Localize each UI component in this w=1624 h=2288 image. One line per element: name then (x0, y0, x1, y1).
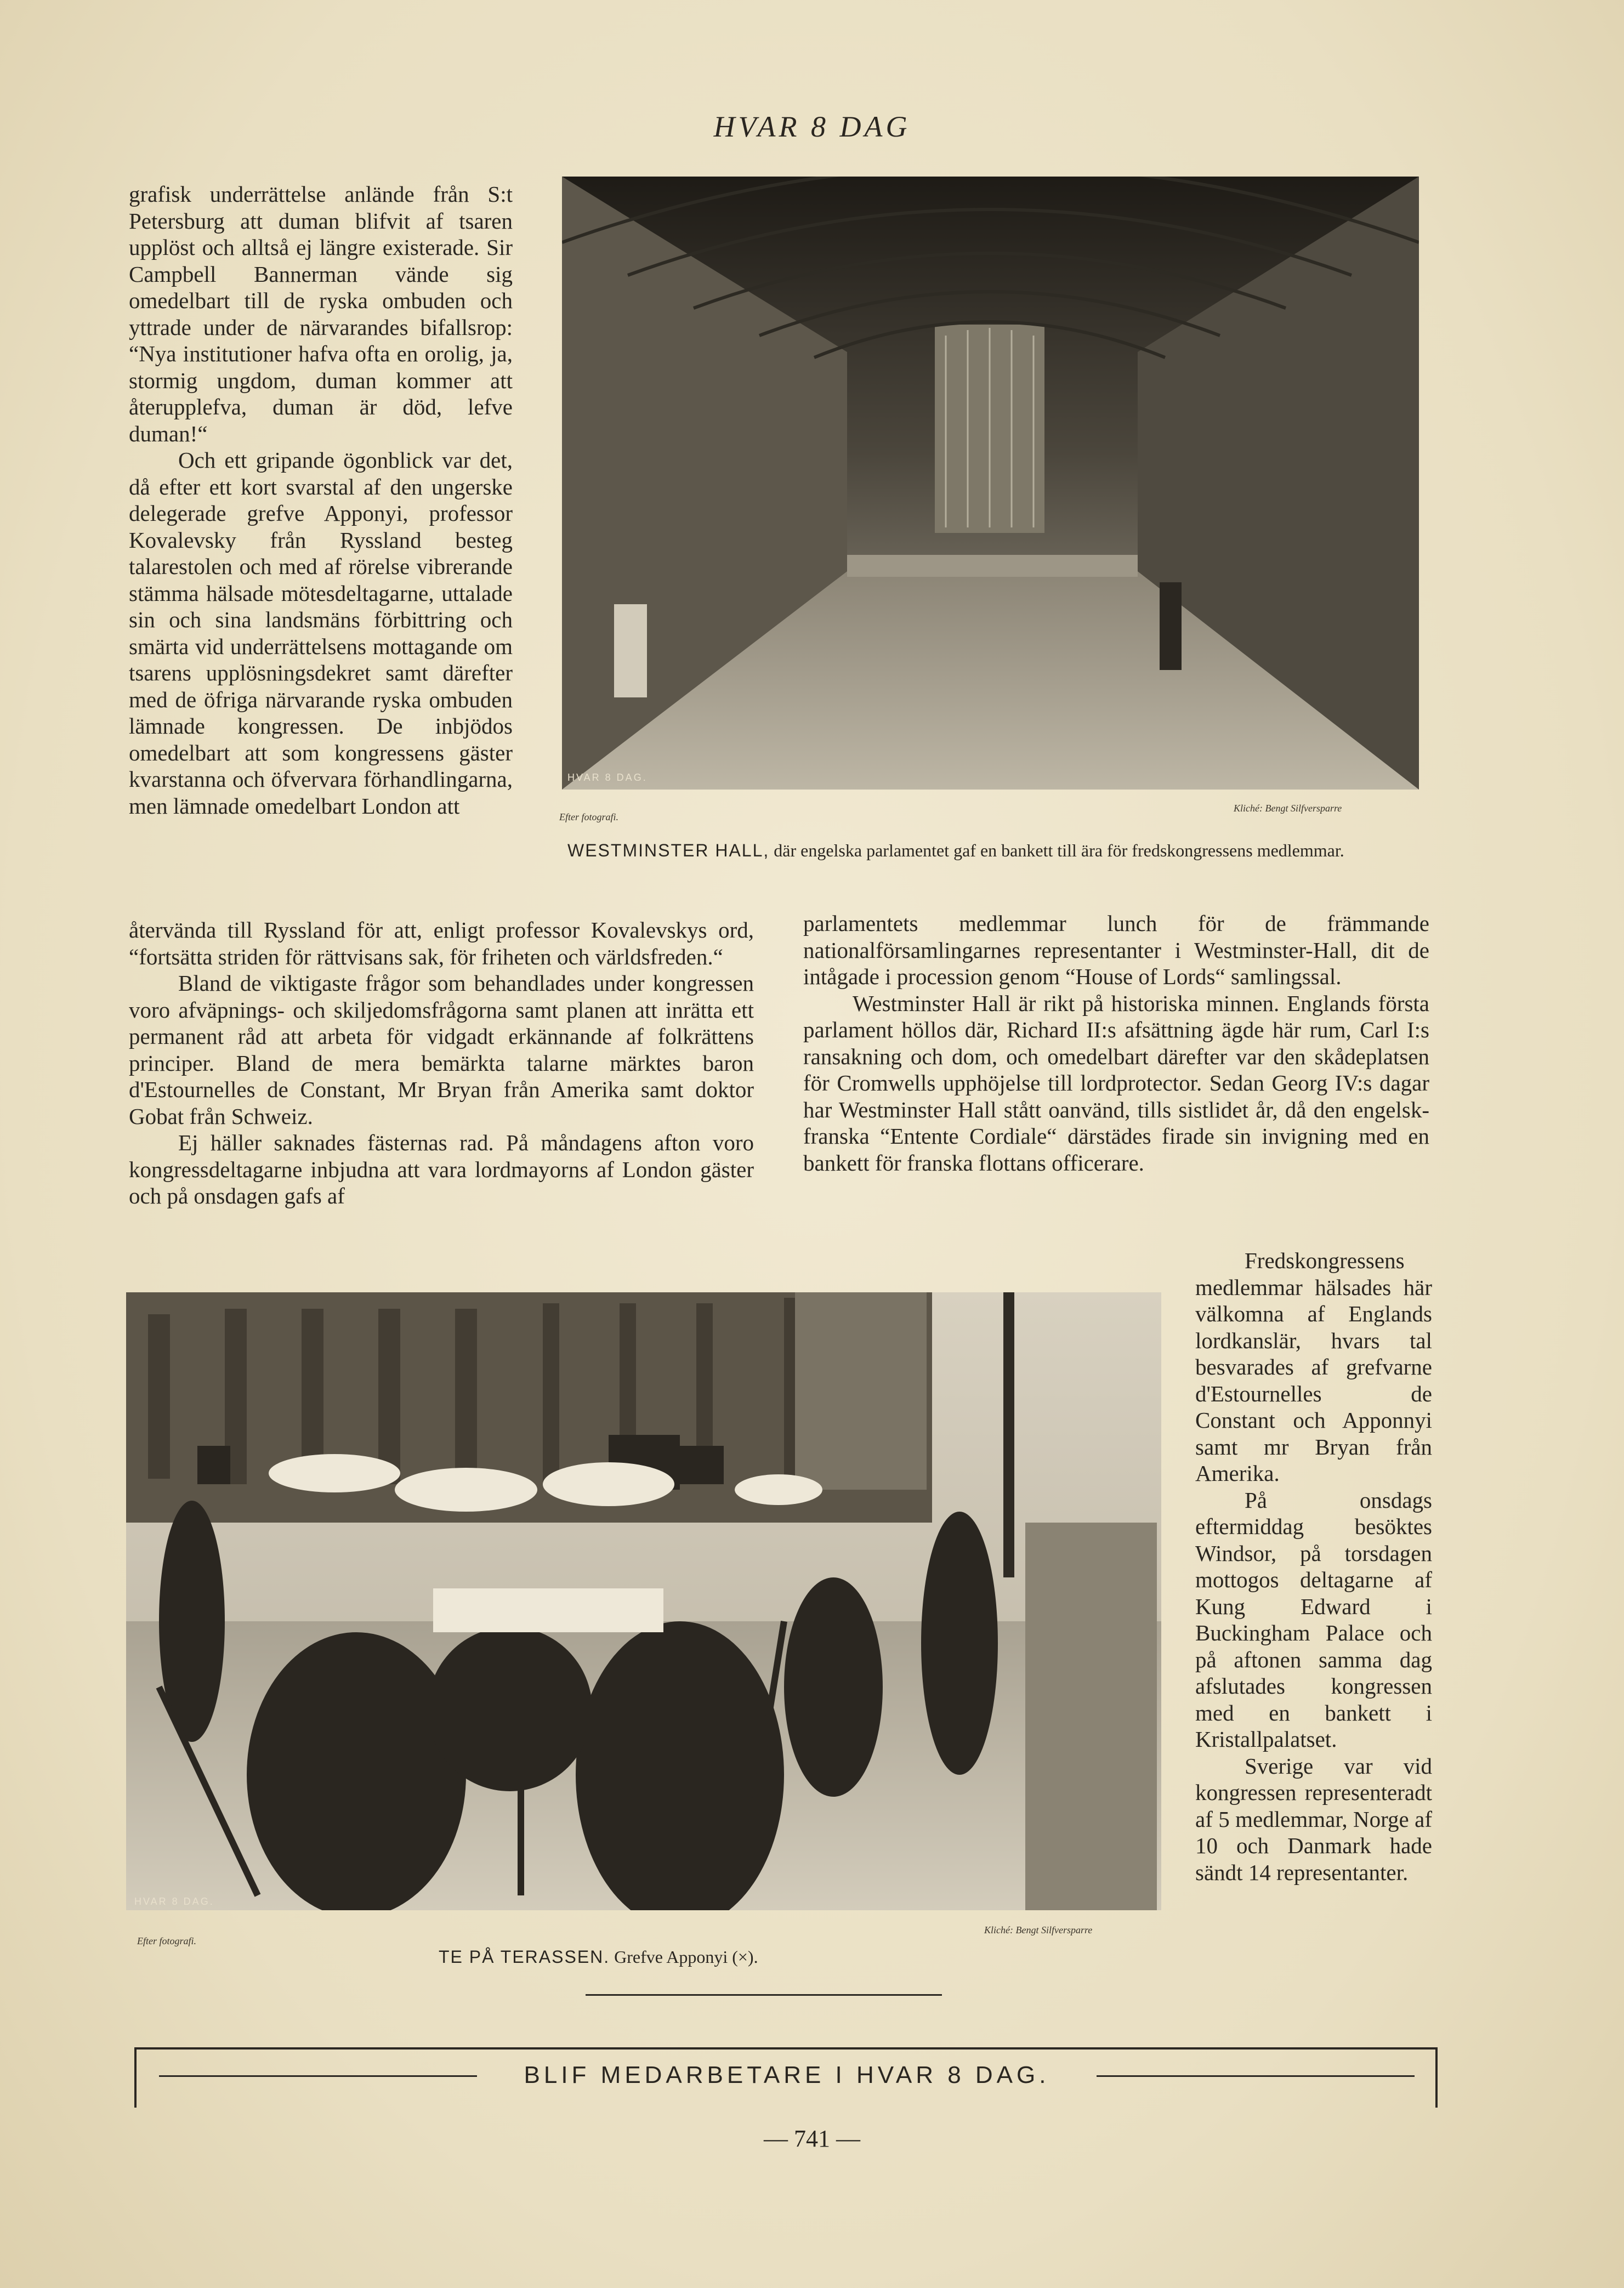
paragraph: grafisk underrättelse anlände från S:t Petersburg att duman blifvit af tsaren upplöst och alltså ej längre existerade. Sir Campbell Bannerman vände sig omedelbart till de ryska ombuden och yttrade under de närvarandes bifallsrop: “Nya institutioner hafva ofta en orolig, ja, stormig ungdom, duman kommer att återupplefva, duman är död, lefve duman!“ (129, 181, 513, 446)
watermark-bottom: HVAR 8 DAG. (134, 1896, 214, 1907)
photo-westminster-hall (562, 177, 1419, 790)
paragraph: Westminster Hall är rikt på historiska minnen. Englands första parlament höllos där, Richard II:s afsättning ägde här rum, Carl I:s ransakning och dom, och omedelbart därefter var den skådeplatsen för Cromwells upphöjelse till lordprotector. Sedan Georg IV:s dagar har Westminster Hall stått oanvänd, tills sistlidet år, då den engelsk-franska “Entente Cordiale“ därstädes firade sin invigning med en bankett för franska flottans officerare. (803, 990, 1429, 1176)
credit-bottom-left: Efter fotografi. (137, 1935, 196, 1946)
paragraph: Bland de viktigaste frågor som behandlades under kongressen voro afväpnings- och skiljedomsfrågorna samt planen att inrätta ett permanent råd att arbeta för vidgadt erkännande af folkrättens principer. Bland de mera bemärkta talarne märktes baron d'Estournelles de Constant, Mr Bryan från Amerika samt doktor Gobat från Schweiz. (129, 970, 754, 1129)
banner-line-right (1097, 2075, 1415, 2077)
credit-bottom-right: Kliché: Bengt Silfversparre (984, 1924, 1093, 1935)
page-header: HVAR 8 DAG (713, 110, 911, 143)
separator-rule (586, 1994, 942, 1996)
column-right (803, 910, 1429, 1176)
caption-bottom (439, 1945, 987, 1968)
banner: BLIF MEDARBETARE I HVAR 8 DAG. (524, 2062, 1050, 2088)
column-narrow (1195, 1247, 1432, 1886)
paragraph: På onsdags eftermiddag besöktes Windsor, på torsdagen mottogos deltagarne af Kung Edward i Buckingham Palace och på aftonen samma dag afslutades kongressen med en bankett i Kristallpalatset. (1195, 1487, 1432, 1752)
paragraph: Och ett gripande ögonblick var det, då efter ett kort svarstal af den ungerske delegerade grefve Apponyi, professor Kovalevsky från Ryssland besteg talarestolen och med af rörelse vibrerande stämma hälsade mötesdeltagarne, uttalade sin och sina landsmäns förbittring och smärta vid underrättelsens mottagande om tsarens upplösningsdekret samt därefter med de öfriga närvarande ryska ombuden lämnade kongressen. De inbjödos omedelbart att som kongressens gäster kvarstanna och öfvervara förhandlingarna, men lämnade omedelbart London att (129, 447, 513, 819)
caption-title: TE PÅ TERASSEN. (439, 1947, 610, 1967)
hall-illustration (562, 177, 1419, 790)
photo-terrace (126, 1292, 1161, 1910)
caption-title: WESTMINSTER HALL, (567, 841, 770, 860)
watermark-top: HVAR 8 DAG. (567, 772, 648, 783)
credit-top-right: Kliché: Bengt Silfversparre (1234, 803, 1342, 814)
paragraph: Fredskongressens medlemmar hälsades här välkomna af Englands lordkanslär, hvars tal besvarades af grefvarne d'Estournelles de Constant och Apponnyi samt mr Bryan från Amerika. (1195, 1248, 1432, 1486)
column-left (129, 181, 513, 819)
paragraph: parlamentets medlemmar lunch för de främmande nationalförsamlingarnes representanter i Westminster-Hall, dit de intågade i procession genom “House of Lords“ samlingssal. (803, 911, 1429, 989)
paragraph: Ej häller saknades fästernas rad. På måndagens afton voro kongressdeltagarne inbjudna att vara lordmayorns af London gäster och på onsdagen gafs af (129, 1130, 754, 1208)
banner-line-left (159, 2075, 477, 2077)
banner-frame-top (134, 2047, 1438, 2049)
page-number: — 741 — (764, 2125, 860, 2152)
caption-text: där engelska parlamentet gaf en bankett till ära för fredskongressens medlemmar. (774, 841, 1344, 860)
paragraph: Sverige var vid kongressen representeradt af 5 medlemmar, Norge af 10 och Danmark hade sändt 14 representanter. (1195, 1753, 1432, 1885)
column-left-wide (129, 917, 754, 1210)
banner-frame-left (134, 2047, 137, 2108)
credit-top-left: Efter fotografi. (559, 811, 618, 822)
banner-frame-right (1435, 2047, 1438, 2108)
terrace-illustration (126, 1292, 1161, 1910)
paragraph: återvända till Ryssland för att, enligt professor Kovalevskys ord, “fortsätta striden för rättvisans sak, för friheten och världsfreden.“ (129, 917, 754, 969)
caption-top (567, 839, 1423, 862)
caption-text: Grefve Apponyi (×). (614, 1947, 758, 1967)
